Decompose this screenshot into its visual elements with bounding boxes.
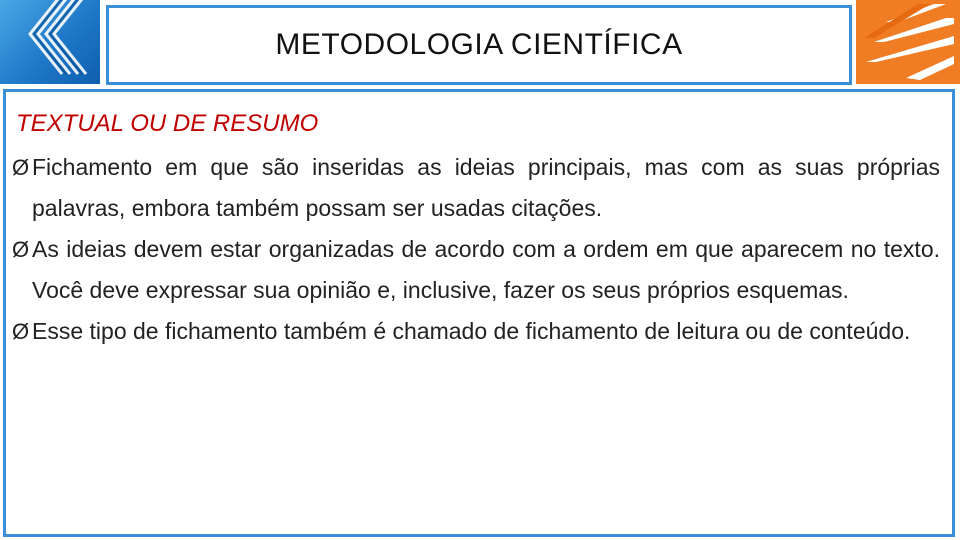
list-item: [12, 311, 940, 352]
section-heading: TEXTUAL OU DE RESUMO: [16, 110, 319, 137]
chevron-stripes-icon: [0, 0, 100, 84]
bullet-text: As ideias devem estar organizadas de acordo com a ordem em que aparecem no texto. Você deve expressar sua opinião e, inclusive, fazer os seus próprios esquemas.: [32, 236, 940, 303]
arrow-bullet-icon: Ø: [12, 237, 30, 262]
left-logo: [0, 0, 100, 84]
right-logo: [856, 0, 960, 84]
list-item: [12, 147, 940, 229]
bullet-text: Esse tipo de fichamento também é chamado de fichamento de leitura ou de conteúdo.: [32, 318, 911, 344]
content-panel: [3, 89, 955, 537]
arrow-bullet-icon: Ø: [12, 155, 30, 180]
page-title: METODOLOGIA CIENTÍFICA: [275, 28, 683, 61]
title-banner: [106, 5, 852, 85]
arrow-bullet-icon: Ø: [12, 319, 30, 344]
bullet-text: Fichamento em que são inseridas as ideias principais, mas com as suas próprias palavras, embora também possam ser usadas citações.: [32, 154, 940, 221]
list-item: [12, 229, 940, 311]
bullet-list: [12, 147, 940, 352]
orange-stripes-icon: [856, 0, 960, 84]
